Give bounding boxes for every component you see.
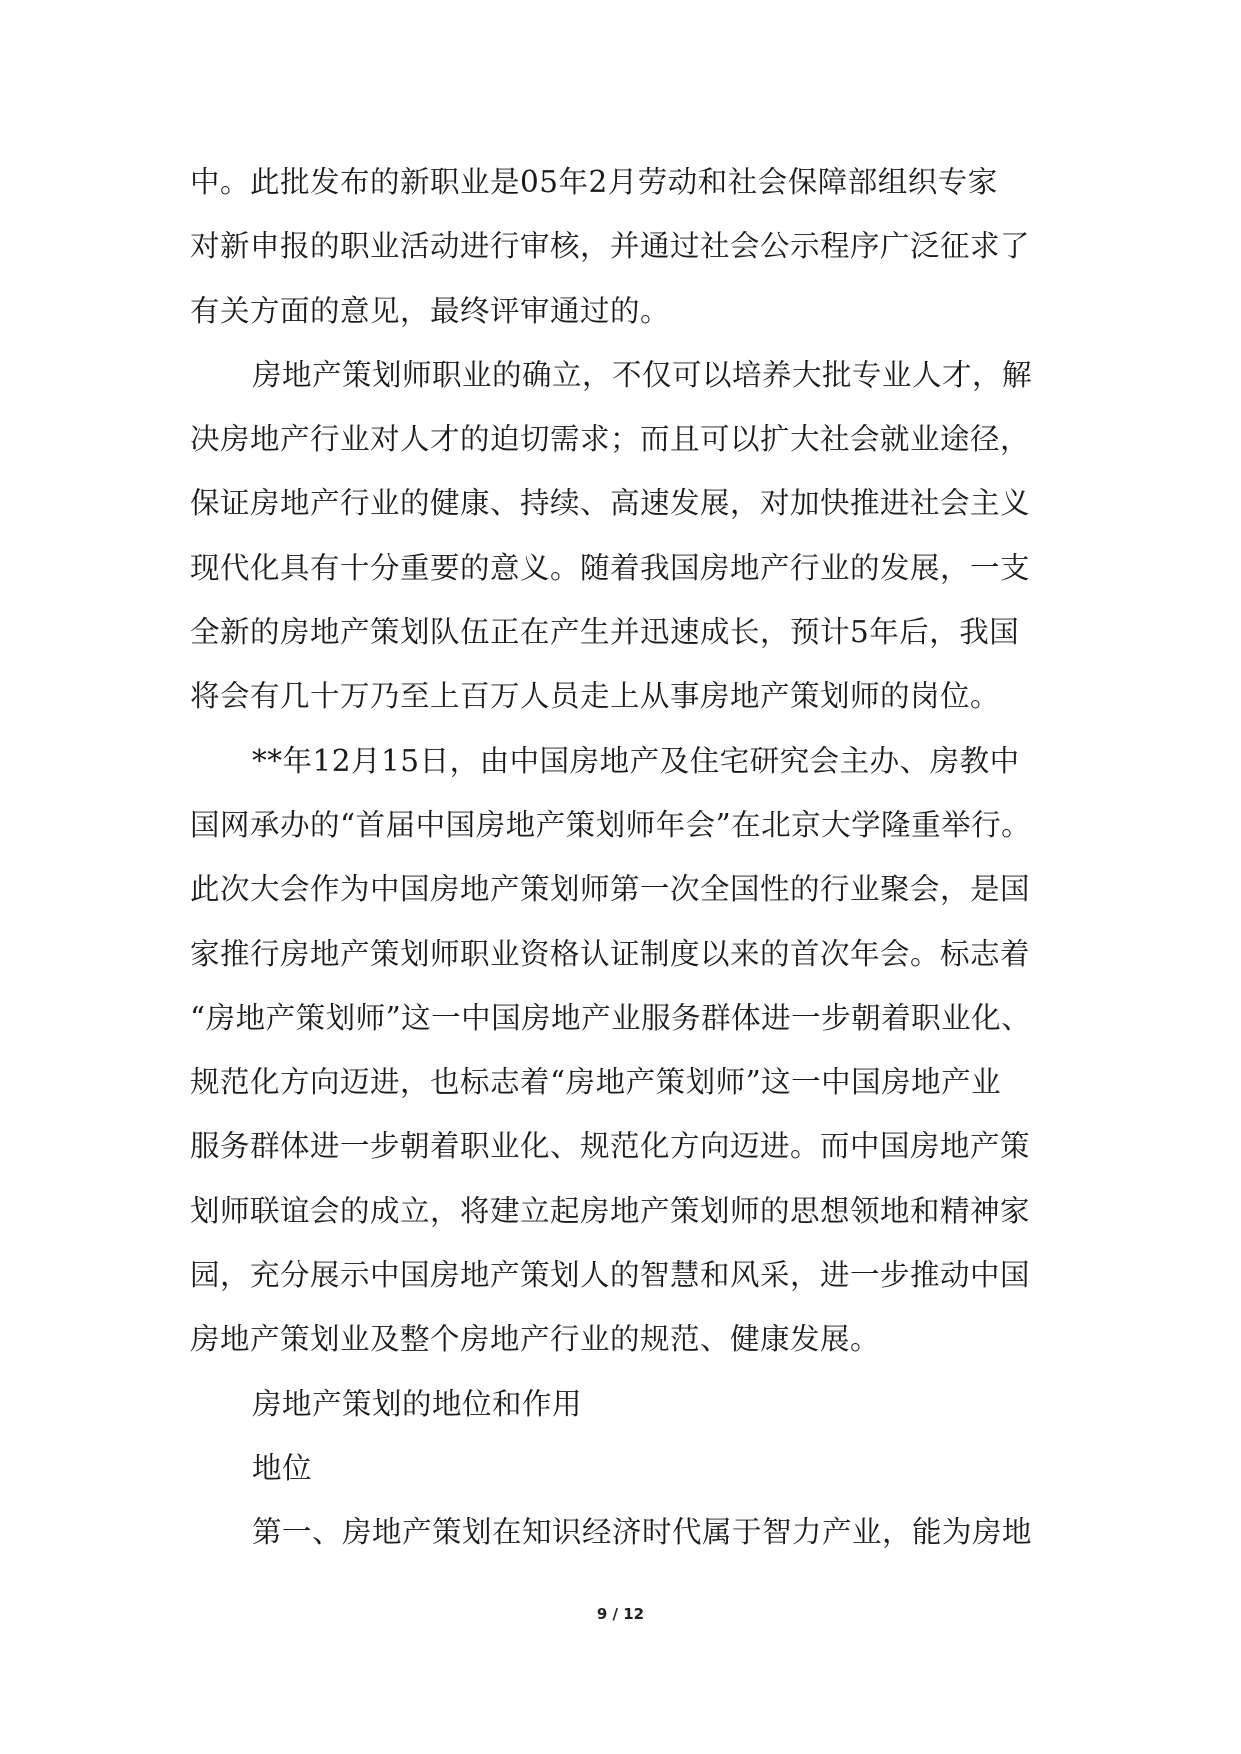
text-line: 划师联谊会的成立，将建立起房地产策划师的思想领地和精神家 — [190, 1193, 1031, 1228]
text-line: 有关方面的意见，最终评审通过的。 — [190, 293, 671, 328]
text-line: 此次大会作为中国房地产策划师第一次全国性的行业聚会，是国 — [190, 872, 1031, 907]
text-line: 决房地产行业对人才的迫切需求；而且可以扩大社会就业途径， — [190, 422, 1031, 457]
text-line: 国网承办的“首届中国房地产策划师年会”在北京大学隆重举行。 — [190, 807, 1032, 842]
text-line: 现代化具有十分重要的意义。随着我国房地产行业的发展，一支 — [190, 550, 1031, 585]
text-line: 对新申报的职业活动进行审核，并通过社会公示程序广泛征求了 — [190, 229, 1031, 264]
text-line: 规范化方向迈进，也标志着“房地产策划师”这一中国房地产业 — [190, 1065, 1002, 1100]
text-line: 服务群体进一步朝着职业化、规范化方向迈进。而中国房地产策 — [190, 1129, 1031, 1164]
body-text — [190, 150, 1052, 1565]
text-line: “房地产策划师”这一中国房地产业服务群体进一步朝着职业化、 — [190, 1000, 1032, 1035]
text-line: 第一、房地产策划在知识经济时代属于智力产业，能为房地 — [252, 1515, 1033, 1550]
page-number: 9 / 12 — [596, 1605, 645, 1623]
text-line: 全新的房地产策划队伍正在产生并迅速成长，预计5年后，我国 — [190, 615, 1020, 650]
text-line: 中。此批发布的新职业是05年2月劳动和社会保障部组织专家 — [190, 165, 998, 199]
text-line: 家推行房地产策划师职业资格认证制度以来的首次年会。标志着 — [190, 936, 1031, 971]
document-body — [190, 150, 1052, 1565]
section-heading: 房地产策划的地位和作用 — [252, 1386, 583, 1421]
text-line: 房地产策划业及整个房地产行业的规范、健康发展。 — [190, 1322, 881, 1357]
text-line: **年12月15日，由中国房地产及住宅研究会主办、房教中 — [252, 743, 1020, 778]
text-line: 房地产策划师职业的确立，不仅可以培养大批专业人才，解 — [252, 357, 1033, 392]
text-line: 园，充分展示中国房地产策划人的智慧和风采，进一步推动中国 — [190, 1258, 1031, 1293]
text-line: 保证房地产行业的健康、持续、高速发展，对加快推进社会主义 — [190, 486, 1031, 521]
subsection-heading: 地位 — [252, 1450, 313, 1485]
text-line: 将会有几十万乃至上百万人员走上从事房地产策划师的岗位。 — [190, 679, 1001, 714]
